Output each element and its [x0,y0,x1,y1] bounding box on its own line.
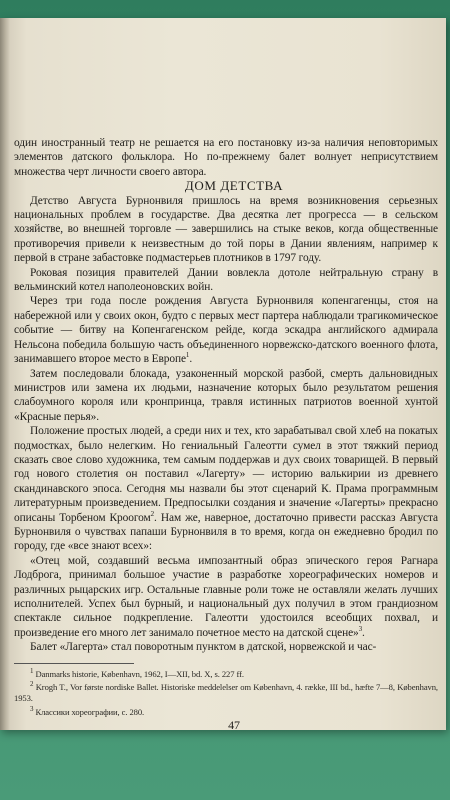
page-number: 47 [228,718,240,733]
footnote-text: Krogh T., Vor første nordiske Ballet. Historiske meddelelser om København, 4. række, III bd., hæfte 7—8, København, 1953. [14,682,438,704]
quote-text: «Отец мой, создавший весьма импозантный образ эпического героя Рагнара Лодброга, принимал большое участие в разработке хореографических номеров и различных рыцарских игр. Остальные главные роли тоже не оставляли желать лучших исполнителей. Успех был бурный, и национальный дух получил в этом грандиозном спектакле сильное подкрепление. Галеотти удостоился всеобщих похвал, и произведение его много лет занимало почетное место на датской сцене» [14,554,438,639]
paragraph-text: Через три года после рождения Августа Бурнонвиля копенгагенцы, стоя на набережной или у своих окон, будто с первых мест партера наблюдали трагикомическое событие — битву на Копенгагенском рейде, когда эскадра английского адмирала Нельсона победила большую часть объединенного норвежско-датского военного флота, занимавшего второе место в Европе [14,295,438,366]
footnote-number: 1 [30,666,34,675]
paragraph-text: Нам же, наверное, достаточно привести рассказ Августа Бурнонвиля о чувствах папаши Бурнонвиля в то время, когда он ежедневно бродил по городу, где «все знают всех»: [14,511,438,553]
footnote-number: 3 [30,705,34,714]
footnote [14,679,438,704]
paragraph: Затем последовали блокада, узаконенный морской разбой, смерть дальновидных министров или замена их людьми, назначение которых было результатом решения слабоумного короля или кронпринца, травля истинных патриотов военной хунтой «Красные перья». [14,367,438,423]
footnote-text: Классики хореографии, с. 280. [35,707,145,718]
footnote [14,704,438,718]
footnote-ref: 1 [185,351,190,360]
page-text-block [14,136,438,733]
footnote-ref: 2 [150,509,155,518]
page-gutter-shadow [0,18,10,730]
paragraph: Балет «Лагерта» стал поворотным пунктом в датской, норвежской и час- [30,641,377,654]
section-title: ДОМ ДЕТСТВА [184,178,284,194]
paragraph: Через три года после рождения Августа Бурнонвиля копенгагенцы, стоя на набережной или у своих окон, будто с первых мест партера наблюдали трагикомическое событие — битву на Копенгагенском рейде, когда эскадра английского адмирала Нельсона победила большую часть объединенного норвежско-датского военного флота, занимавшего второе место в Европе$^1$. [14,295,438,366]
paragraph-text: Положение простых людей, а среди них и тех, кто зарабатывал свой хлеб на покатых подмостках, было нелегким. Но гениальный Галеотти сумел в этот тяжкий период сказать свое слово художника, тем самым поддержав и дух своих товарищей. В первый год нового столетия он поставил «Лагерту» — историю валькирии из древнего скандинавского эпоса. Сегодня мы назвали бы этот сценарий К. Прама программным литературным произведением. Предпосылки создания и значение «Лагерты» прекрасно описаны Торбеном Кроогом [14,425,438,524]
paragraph: Положение простых людей, а среди них и тех, кто зарабатывал свой хлеб на покатых подмостках, было нелегким. Но гениальный Галеотти сумел в этот тяжкий период сказать свое слово художника, тем самым поддержав и дух своих товарищей. В первый год нового столетия он поставил «Лагерту» — историю валькирии из древнего скандинавского эпоса. Сегодня мы назвали бы этот сценарий К. Прама программным литературным произведением. Предпосылки создания и значение «Лагерты» прекрасно описаны Торбеном Кроогом$^2$. Нам же, наверное, достаточно привести рассказ Августа Бурнонвиля о чувствах папаши Бурнонвиля в то время, когда он ежедневно бродил по городу, где «все знают всех»: [14,425,438,553]
footnote-number: 2 [30,680,34,689]
footnote-text: Danmarks historie, København, 1962, I—XII, bd. X, s. 227 ff. [35,668,244,679]
footnote [14,666,438,680]
quote-paragraph: «Отец мой, создавший весьма импозантный образ эпического героя Рагнара Лодброга, принимал большое участие в разработке хореографических номеров и различных рыцарских игр. Остальные главные роли тоже не оставляли желать лучших исполнителей. Успех был бурный, и национальный дух получил в этом грандиозном спектакле сильное подкрепление. Галеотти удостоился всеобщих похвал, и произведение его много лет занимало почетное место на датской сцене»$^3$. [14,554,438,639]
paragraph: Роковая позиция правителей Дании вовлекла дотоле нейтральную страну в вельминский котел наполеоновских войн. [14,266,438,294]
footnote-ref: 3 [358,625,363,634]
paragraph: Детство Августа Бурнонвиля пришлось на время возникновения серьезных национальных проблем в государстве. Два десятка лет прогресса — в сельском хозяйстве, во внешней торговле — завершились на стыке веков, когда общественные противоречия привели к неизвестным до той поры в Дании явлениям, например к первой в стране забастовке подмастерьев плотников в 1797 году. [14,194,438,265]
intro-paragraph: один иностранный театр не решается на его постановку из-за наличия неповторимых элементов датского фольклора. Но по-прежнему балет волнует неприсутствием множества черт личности своего автора. [14,137,438,178]
book-page [0,18,446,733]
